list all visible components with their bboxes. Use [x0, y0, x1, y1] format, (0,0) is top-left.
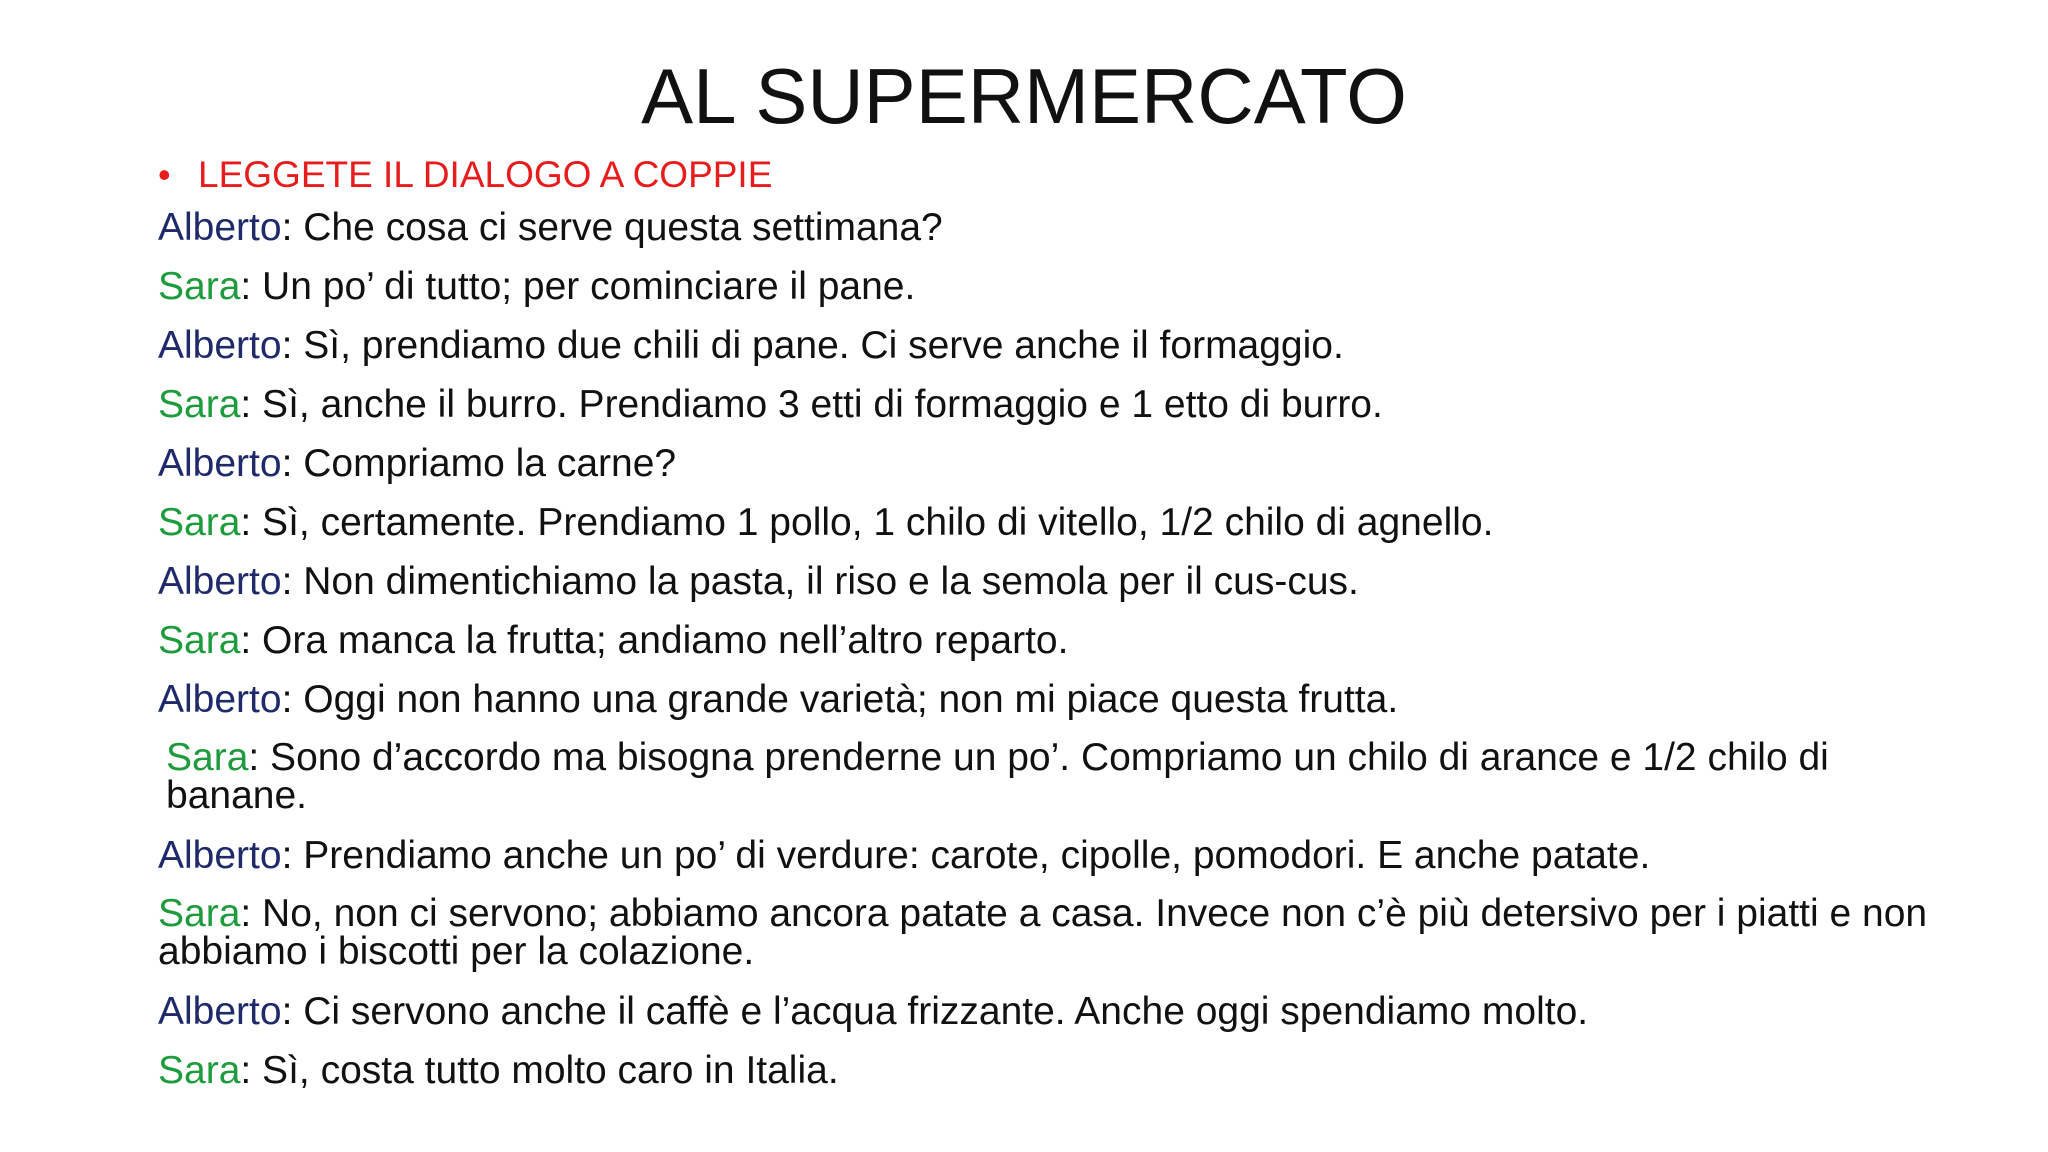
speaker-name: Alberto — [158, 990, 282, 1033]
speaker-name: Alberto — [158, 206, 282, 249]
speaker-name: Sara — [158, 619, 241, 662]
speaker-name: Alberto — [158, 442, 282, 485]
dialogue-line — [158, 836, 1958, 876]
dialogue-line — [158, 736, 1958, 817]
speaker-name: Sara — [158, 892, 241, 935]
dialogue-line — [158, 680, 1958, 720]
speaker-name: Alberto — [158, 834, 282, 877]
speaker-name: Alberto — [158, 678, 282, 721]
dialogue-line — [158, 267, 1958, 307]
speaker-name: Sara — [158, 265, 241, 308]
dialogue-text: : No, non ci servono; abbiamo ancora patate a casa. Invece non c’è più detersivo per i piatti e non abbiamo i biscotti per la colazione. — [158, 892, 1928, 973]
dialogue-text: : Oggi non hanno una grande varietà; non mi piace questa frutta. — [281, 678, 1399, 721]
dialogue-text: : Sono d’accordo ma bisogna prenderne un po’. Compriamo un chilo di arance e 1/2 chilo di banane. — [166, 736, 1829, 817]
speaker-name: Alberto — [158, 324, 282, 367]
dialogue-text: : Compriamo la carne? — [281, 442, 677, 485]
dialogue-text: : Prendiamo anche un po’ di verdure: carote, cipolle, pomodori. E anche patate. — [281, 834, 1651, 877]
dialogue-text: : Ora manca la frutta; andiamo nell’altro reparto. — [240, 619, 1069, 662]
dialogue-text: : Non dimentichiamo la pasta, il riso e la semola per il cus-cus. — [281, 560, 1359, 603]
instruction-item — [158, 150, 1958, 200]
bullet-icon: • — [158, 154, 171, 195]
dialogue-text: : Sì, certamente. Prendiamo 1 pollo, 1 chilo di vitello, 1/2 chilo di agnello. — [240, 501, 1494, 544]
dialogue-line — [158, 621, 1958, 661]
dialogue-line — [158, 892, 1958, 973]
dialogue-text: : Che cosa ci serve questa settimana? — [281, 206, 943, 249]
dialogue-text: : Un po’ di tutto; per cominciare il pane. — [240, 265, 916, 308]
speaker-name: Sara — [158, 383, 241, 426]
speaker-name: Alberto — [158, 560, 282, 603]
dialogue-text: : Sì, prendiamo due chili di pane. Ci serve anche il formaggio. — [281, 324, 1344, 367]
dialogue-line — [158, 385, 1958, 425]
speaker-name: Sara — [158, 501, 241, 544]
dialogue-line — [158, 444, 1958, 484]
dialogue-line — [158, 503, 1958, 543]
dialogue-line — [158, 208, 1958, 248]
speaker-name: Sara — [158, 1049, 241, 1092]
dialogue-line — [158, 1051, 1958, 1091]
dialogue-line — [158, 992, 1958, 1032]
dialogue-text: : Sì, costa tutto molto caro in Italia. — [240, 1049, 839, 1092]
dialogue-text: : Ci servono anche il caffè e l’acqua frizzante. Anche oggi spendiamo molto. — [281, 990, 1589, 1033]
dialogue-line — [158, 326, 1958, 366]
slide-title: AL SUPERMERCATO — [641, 52, 1407, 140]
slide-body — [158, 150, 1958, 1110]
instruction-text: LEGGETE IL DIALOGO A COPPIE — [198, 154, 773, 195]
dialogue-line — [158, 562, 1958, 602]
speaker-name: Sara — [166, 736, 249, 779]
dialogue-text: : Sì, anche il burro. Prendiamo 3 etti di formaggio e 1 etto di burro. — [240, 383, 1383, 426]
